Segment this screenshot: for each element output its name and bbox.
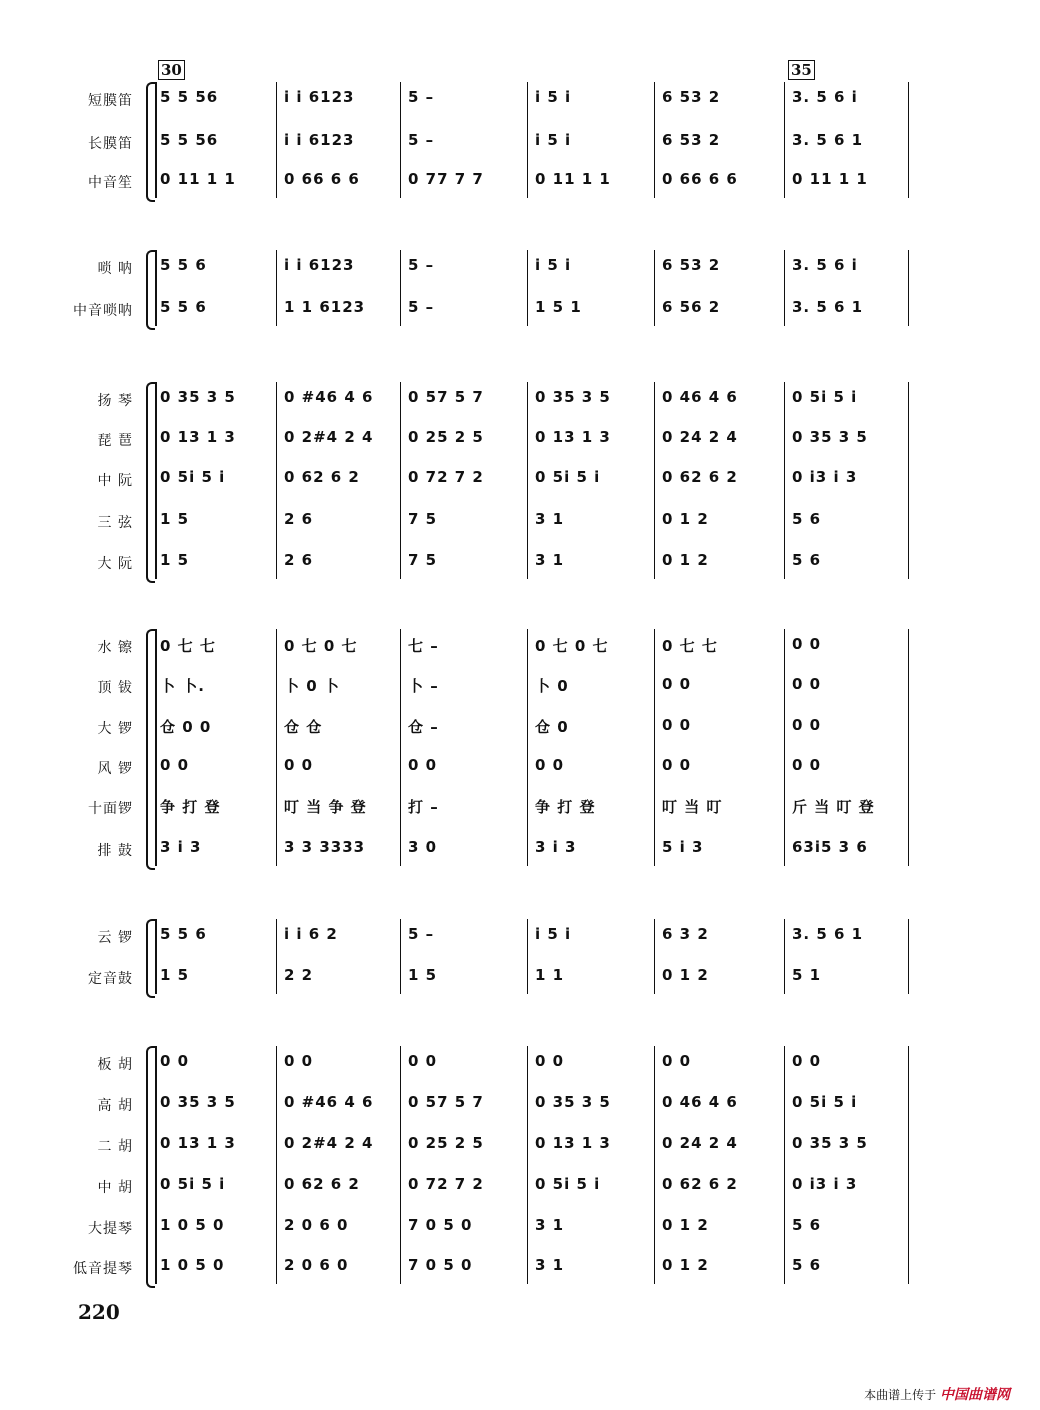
group-brace bbox=[146, 1046, 155, 1288]
barline bbox=[155, 382, 157, 579]
barline bbox=[400, 919, 401, 994]
measure-notes: 6 53 2 bbox=[662, 88, 721, 106]
measure-notes: 0 0 bbox=[160, 756, 190, 774]
barline bbox=[527, 382, 528, 579]
measure-notes: 6 53 2 bbox=[662, 131, 721, 149]
barline bbox=[654, 82, 655, 198]
measure-notes: 0 35 3 5 bbox=[535, 388, 611, 406]
measure-notes: 0 25 2 5 bbox=[408, 1134, 484, 1152]
barline bbox=[400, 629, 401, 866]
measure-notes: 3 1 bbox=[535, 1256, 565, 1274]
measure-notes: 0 5i 5 i bbox=[160, 1175, 226, 1193]
measure-notes: 3 i 3 bbox=[535, 838, 577, 856]
measure-notes: 0 66 6 6 bbox=[284, 170, 360, 188]
barline bbox=[276, 1046, 277, 1284]
measure-notes: 卜 0 bbox=[535, 677, 569, 695]
measure-notes: 3. 5 6 i bbox=[792, 88, 858, 106]
measure-notes: 0 七 七 bbox=[662, 637, 718, 655]
measure-notes: 0 62 6 2 bbox=[284, 468, 360, 486]
measure-notes: i 5 i bbox=[535, 88, 572, 106]
measure-notes: i i 6123 bbox=[284, 131, 355, 149]
measure-notes: 3. 5 6 1 bbox=[792, 131, 864, 149]
measure-notes: 7 5 bbox=[408, 510, 438, 528]
measure-notes: 2 0 6 0 bbox=[284, 1256, 349, 1274]
measure-notes: i i 6123 bbox=[284, 256, 355, 274]
measure-notes: 0 57 5 7 bbox=[408, 388, 484, 406]
measure-notes: 0 35 3 5 bbox=[160, 1093, 236, 1111]
measure-notes: 争 打 登 bbox=[160, 798, 221, 816]
measure-notes: 七 – bbox=[408, 637, 439, 655]
measure-notes: 0 0 bbox=[662, 1052, 692, 1070]
measure-notes: 0 11 1 1 bbox=[792, 170, 868, 188]
group-brace bbox=[146, 82, 155, 202]
measure-notes: 5 6 bbox=[792, 1256, 822, 1274]
measure-notes: 卜 – bbox=[408, 677, 439, 695]
measure-notes: 1 5 bbox=[160, 966, 190, 984]
barline bbox=[654, 919, 655, 994]
measure-notes: 0 72 7 2 bbox=[408, 468, 484, 486]
instrument-label: 高 胡 bbox=[97, 1098, 133, 1114]
barline bbox=[784, 919, 785, 994]
measure-notes: 0 11 1 1 bbox=[535, 170, 611, 188]
measure-notes: 1 1 6123 bbox=[284, 298, 366, 316]
barline bbox=[784, 1046, 785, 1284]
instrument-label: 板 胡 bbox=[97, 1057, 133, 1073]
barline bbox=[784, 82, 785, 198]
measure-notes: 0 5i 5 i bbox=[792, 388, 858, 406]
barline bbox=[908, 82, 909, 198]
measure-notes: i i 6 2 bbox=[284, 925, 338, 943]
barline bbox=[784, 250, 785, 326]
instrument-label: 长膜笛 bbox=[88, 136, 133, 152]
barline bbox=[400, 382, 401, 579]
measure-notes: 0 0 bbox=[408, 1052, 438, 1070]
measure-notes: 5 5 56 bbox=[160, 88, 219, 106]
measure-notes: 0 1 2 bbox=[662, 1216, 709, 1234]
barline bbox=[654, 250, 655, 326]
measure-notes: 0 13 1 3 bbox=[535, 428, 611, 446]
barline bbox=[155, 82, 157, 198]
instrument-label: 中音唢呐 bbox=[73, 303, 133, 319]
measure-notes: 6 3 2 bbox=[662, 925, 709, 943]
measure-notes: 0 46 4 6 bbox=[662, 1093, 738, 1111]
group-brace bbox=[146, 919, 155, 998]
measure-notes: 0 0 bbox=[792, 1052, 822, 1070]
measure-notes: 5 6 bbox=[792, 551, 822, 569]
measure-notes: 3 1 bbox=[535, 510, 565, 528]
measure-notes: 3 3 3333 bbox=[284, 838, 366, 856]
measure-notes: 0 72 7 2 bbox=[408, 1175, 484, 1193]
instrument-label: 中 胡 bbox=[97, 1180, 133, 1196]
measure-notes: 5 6 bbox=[792, 1216, 822, 1234]
measure-notes: 0 25 2 5 bbox=[408, 428, 484, 446]
group-brace bbox=[146, 250, 155, 330]
instrument-label: 唢 呐 bbox=[97, 261, 133, 277]
measure-notes: 叮 当 叮 bbox=[662, 798, 723, 816]
measure-notes: 仓 0 0 bbox=[160, 718, 212, 736]
barline bbox=[908, 919, 909, 994]
measure-notes: 0 1 2 bbox=[662, 1256, 709, 1274]
measure-notes: 0 5i 5 i bbox=[535, 468, 601, 486]
barline bbox=[155, 250, 157, 326]
measure-notes: 0 0 bbox=[792, 675, 822, 693]
barline bbox=[784, 629, 785, 866]
measure-notes: 6 56 2 bbox=[662, 298, 721, 316]
barline bbox=[654, 629, 655, 866]
instrument-label: 风 锣 bbox=[97, 761, 133, 777]
measure-notes: 5 – bbox=[408, 925, 435, 943]
instrument-label: 大提琴 bbox=[88, 1221, 133, 1237]
measure-notes: i 5 i bbox=[535, 131, 572, 149]
barline bbox=[654, 382, 655, 579]
barline bbox=[527, 629, 528, 866]
measure-notes: 0 0 bbox=[662, 756, 692, 774]
measure-notes: 卜 卜. bbox=[160, 677, 205, 695]
barline bbox=[276, 250, 277, 326]
measure-notes: 1 5 bbox=[160, 510, 190, 528]
barline bbox=[400, 82, 401, 198]
measure-notes: 0 0 bbox=[662, 716, 692, 734]
measure-notes: 0 62 6 2 bbox=[662, 1175, 738, 1193]
measure-notes: 0 35 3 5 bbox=[160, 388, 236, 406]
barline bbox=[654, 1046, 655, 1284]
group-brace bbox=[146, 629, 155, 870]
barline bbox=[784, 382, 785, 579]
measure-notes: 0 0 bbox=[662, 675, 692, 693]
measure-notes: 0 0 bbox=[792, 635, 822, 653]
measure-notes: 2 6 bbox=[284, 510, 314, 528]
measure-notes: 3. 5 6 i bbox=[792, 256, 858, 274]
instrument-label: 定音鼓 bbox=[88, 971, 133, 987]
measure-notes: 0 七 0 七 bbox=[284, 637, 358, 655]
barline bbox=[276, 629, 277, 866]
measure-notes: 0 七 0 七 bbox=[535, 637, 609, 655]
measure-notes: 1 5 bbox=[160, 551, 190, 569]
measure-notes: 6 53 2 bbox=[662, 256, 721, 274]
footer-brand: 中国曲谱网 bbox=[940, 1387, 1010, 1403]
measure-notes: 0 0 bbox=[408, 756, 438, 774]
measure-notes: 0 2#4 2 4 bbox=[284, 428, 374, 446]
barline bbox=[276, 82, 277, 198]
measure-notes: 0 62 6 2 bbox=[284, 1175, 360, 1193]
measure-notes: 0 5i 5 i bbox=[160, 468, 226, 486]
measure-notes: 0 46 4 6 bbox=[662, 388, 738, 406]
measure-notes: 5 1 bbox=[792, 966, 822, 984]
measure-notes: 5 5 6 bbox=[160, 298, 207, 316]
measure-notes: 5 5 6 bbox=[160, 925, 207, 943]
measure-notes: 1 5 bbox=[408, 966, 438, 984]
measure-notes: 仓 – bbox=[408, 718, 439, 736]
measure-notes: i 5 i bbox=[535, 256, 572, 274]
barline bbox=[527, 82, 528, 198]
measure-notes: 5 i 3 bbox=[662, 838, 704, 856]
instrument-label: 排 鼓 bbox=[97, 843, 133, 859]
measure-notes: 1 5 1 bbox=[535, 298, 582, 316]
measure-notes: 5 – bbox=[408, 298, 435, 316]
measure-notes: 5 5 6 bbox=[160, 256, 207, 274]
measure-notes: 0 24 2 4 bbox=[662, 1134, 738, 1152]
measure-notes: 0 1 2 bbox=[662, 510, 709, 528]
measure-notes: 0 i3 i 3 bbox=[792, 468, 858, 486]
measure-notes: 7 0 5 0 bbox=[408, 1216, 473, 1234]
measure-notes: 0 24 2 4 bbox=[662, 428, 738, 446]
measure-notes: 0 35 3 5 bbox=[792, 428, 868, 446]
instrument-label: 扬 琴 bbox=[97, 393, 133, 409]
barline bbox=[400, 1046, 401, 1284]
instrument-label: 云 锣 bbox=[97, 930, 133, 946]
instrument-label: 顶 钹 bbox=[97, 680, 133, 696]
measure-notes: 0 0 bbox=[792, 716, 822, 734]
measure-notes: 争 打 登 bbox=[535, 798, 596, 816]
measure-notes: 3 0 bbox=[408, 838, 438, 856]
instrument-label: 中 阮 bbox=[97, 473, 133, 489]
measure-notes: 3 i 3 bbox=[160, 838, 202, 856]
barline bbox=[908, 629, 909, 866]
instrument-label: 琵 琶 bbox=[97, 433, 133, 449]
measure-notes: 仓 仓 bbox=[284, 718, 323, 736]
group-brace bbox=[146, 382, 155, 583]
barline bbox=[527, 919, 528, 994]
measure-notes: 5 – bbox=[408, 88, 435, 106]
measure-notes: 0 35 3 5 bbox=[535, 1093, 611, 1111]
measure-notes: 0 2#4 2 4 bbox=[284, 1134, 374, 1152]
measure-notes: 2 0 6 0 bbox=[284, 1216, 349, 1234]
measure-notes: 0 0 bbox=[535, 756, 565, 774]
measure-notes: 2 6 bbox=[284, 551, 314, 569]
instrument-label: 十面锣 bbox=[88, 801, 133, 817]
measure-notes: 0 66 6 6 bbox=[662, 170, 738, 188]
measure-notes: 0 0 bbox=[284, 756, 314, 774]
measure-notes: 3 1 bbox=[535, 551, 565, 569]
measure-notes: 2 2 bbox=[284, 966, 314, 984]
barline bbox=[908, 250, 909, 326]
rehearsal-mark-30: 30 bbox=[158, 60, 185, 80]
measure-notes: 叮 当 争 登 bbox=[284, 798, 367, 816]
measure-notes: 7 5 bbox=[408, 551, 438, 569]
measure-notes: 卜 0 卜 bbox=[284, 677, 340, 695]
measure-notes: 0 #46 4 6 bbox=[284, 388, 374, 406]
measure-notes: 打 – bbox=[408, 798, 439, 816]
measure-notes: 3. 5 6 1 bbox=[792, 298, 864, 316]
barline bbox=[527, 1046, 528, 1284]
measure-notes: 0 13 1 3 bbox=[535, 1134, 611, 1152]
measure-notes: 3 1 bbox=[535, 1216, 565, 1234]
measure-notes: 63i5 3 6 bbox=[792, 838, 868, 856]
measure-notes: 1 0 5 0 bbox=[160, 1216, 225, 1234]
barline bbox=[908, 1046, 909, 1284]
measure-notes: 0 35 3 5 bbox=[792, 1134, 868, 1152]
barline bbox=[527, 250, 528, 326]
rehearsal-mark-35: 35 bbox=[788, 60, 815, 80]
instrument-label: 短膜笛 bbox=[88, 93, 133, 109]
measure-notes: 0 13 1 3 bbox=[160, 428, 236, 446]
measure-notes: 0 5i 5 i bbox=[535, 1175, 601, 1193]
measure-notes: 0 1 2 bbox=[662, 966, 709, 984]
barline bbox=[155, 919, 157, 994]
measure-notes: 0 13 1 3 bbox=[160, 1134, 236, 1152]
measure-notes: 0 5i 5 i bbox=[792, 1093, 858, 1111]
upload-footer bbox=[864, 1384, 1010, 1404]
barline bbox=[276, 919, 277, 994]
measure-notes: 0 11 1 1 bbox=[160, 170, 236, 188]
measure-notes: 0 1 2 bbox=[662, 551, 709, 569]
barline bbox=[400, 250, 401, 326]
measure-notes: i i 6123 bbox=[284, 88, 355, 106]
measure-notes: 5 6 bbox=[792, 510, 822, 528]
footer-text: 本曲谱上传于 bbox=[864, 1388, 937, 1402]
instrument-label: 低音提琴 bbox=[73, 1261, 133, 1277]
barline bbox=[155, 629, 157, 866]
measure-notes: 1 0 5 0 bbox=[160, 1256, 225, 1274]
measure-notes: 0 i3 i 3 bbox=[792, 1175, 858, 1193]
measure-notes: 0 62 6 2 bbox=[662, 468, 738, 486]
measure-notes: 0 #46 4 6 bbox=[284, 1093, 374, 1111]
instrument-label: 中音笙 bbox=[88, 175, 133, 191]
measure-notes: 0 0 bbox=[535, 1052, 565, 1070]
measure-notes: 0 0 bbox=[284, 1052, 314, 1070]
measure-notes: 5 – bbox=[408, 131, 435, 149]
instrument-label: 三 弦 bbox=[97, 515, 133, 531]
measure-notes: 斤 当 叮 登 bbox=[792, 798, 875, 816]
measure-notes: 0 0 bbox=[792, 756, 822, 774]
measure-notes: 5 5 56 bbox=[160, 131, 219, 149]
page-number: 220 bbox=[78, 1300, 120, 1324]
measure-notes: 7 0 5 0 bbox=[408, 1256, 473, 1274]
instrument-label: 大 锣 bbox=[97, 721, 133, 737]
barline bbox=[276, 382, 277, 579]
instrument-label: 二 胡 bbox=[97, 1139, 133, 1155]
measure-notes: 1 1 bbox=[535, 966, 565, 984]
measure-notes: 0 57 5 7 bbox=[408, 1093, 484, 1111]
measure-notes: 0 七 七 bbox=[160, 637, 216, 655]
barline bbox=[155, 1046, 157, 1284]
barline bbox=[908, 382, 909, 579]
instrument-label: 水 镲 bbox=[97, 640, 133, 656]
measure-notes: 0 77 7 7 bbox=[408, 170, 484, 188]
measure-notes: 3. 5 6 1 bbox=[792, 925, 864, 943]
measure-notes: 0 0 bbox=[160, 1052, 190, 1070]
measure-notes: 仓 0 bbox=[535, 718, 569, 736]
measure-notes: i 5 i bbox=[535, 925, 572, 943]
instrument-label: 大 阮 bbox=[97, 556, 133, 572]
measure-notes: 5 – bbox=[408, 256, 435, 274]
